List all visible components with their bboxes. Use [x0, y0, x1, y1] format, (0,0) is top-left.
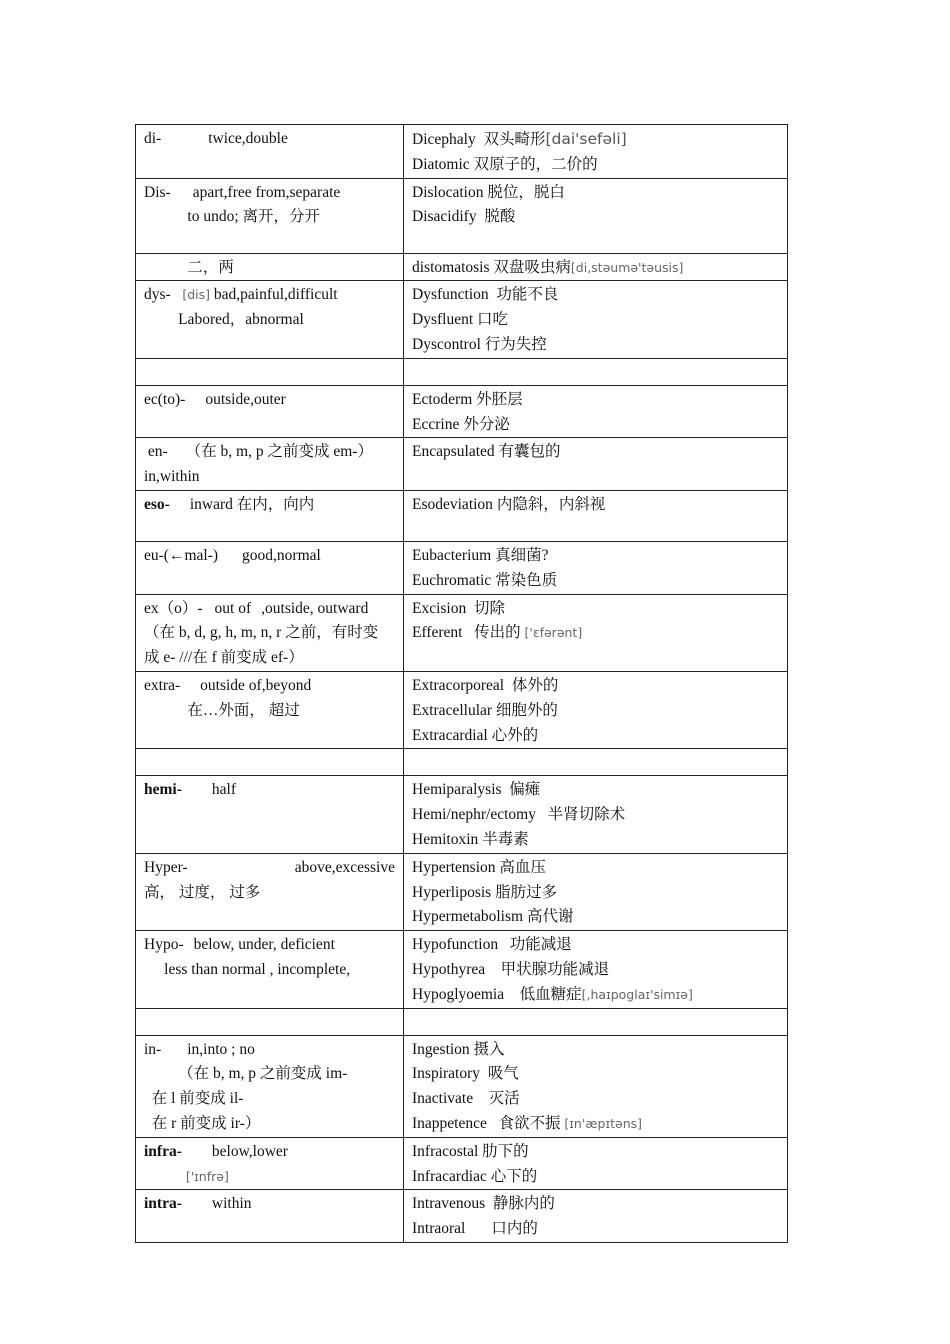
prefix: Hyper-	[144, 858, 188, 876]
example-zh: 食欲不振	[498, 1114, 561, 1132]
meaning: （在 b, m, p 之前变成 em-）	[185, 443, 373, 461]
pronunciation: [dai'sefəli]	[545, 130, 627, 148]
table-row	[136, 438, 788, 491]
meaning: inward 在内，向内	[189, 495, 315, 513]
example-zh: 切除	[474, 599, 506, 617]
example-zh: 脂肪过多	[495, 883, 558, 901]
examples-cell	[404, 358, 788, 385]
prefix: ec(to)-	[144, 390, 186, 408]
table-row	[136, 541, 788, 594]
prefix: hemi-	[144, 781, 182, 799]
prefix-cell	[136, 541, 404, 594]
note: 在 r 前变成 ir-）	[151, 1114, 261, 1132]
example-zh: 摄入	[473, 1040, 505, 1058]
meaning: outside of,beyond	[200, 676, 312, 694]
table-row	[136, 281, 788, 358]
table-row	[136, 1035, 788, 1137]
prefix: di-	[144, 130, 162, 147]
meaning: apart,free from,separate	[192, 183, 341, 201]
prefix-cell	[136, 1137, 404, 1190]
example-zh: 脱位，脱白	[487, 183, 565, 201]
meaning: bad,painful,difficult	[213, 286, 338, 304]
example-word: Hypofunction	[412, 936, 499, 954]
example-word: Dysfunction	[412, 286, 489, 304]
note: （在 b, d, g, h, m, n, r 之前，有时变	[144, 624, 379, 642]
prefix: in-	[144, 1040, 162, 1058]
prefix-cell	[136, 1190, 404, 1243]
meaning: out of	[214, 599, 252, 617]
examples-cell	[404, 253, 788, 281]
prefix-cell	[136, 178, 404, 253]
example-word: Eubacterium	[412, 546, 492, 564]
table-row	[136, 594, 788, 671]
note: （在 b, m, p 之前变成 im-	[178, 1065, 348, 1083]
example-word: Extracorporeal	[412, 676, 505, 694]
meaning: below,lower	[211, 1142, 288, 1160]
meaning: 高， 过度， 过多	[144, 883, 261, 901]
examples-cell	[404, 490, 788, 541]
meaning: less than normal , incomplete,	[164, 960, 351, 978]
example-zh: 肋下的	[482, 1142, 529, 1160]
meaning: ,outside, outward	[261, 599, 369, 617]
examples-cell	[404, 594, 788, 671]
table-row	[136, 776, 788, 853]
examples-cell	[404, 1035, 788, 1137]
prefix: intra-	[144, 1195, 182, 1213]
example-zh: 体外的	[511, 676, 559, 694]
example-zh: 吸气	[487, 1065, 519, 1083]
examples-cell	[404, 931, 788, 1008]
prefix-cell	[136, 749, 404, 776]
example-word: Hemiparalysis	[412, 781, 502, 799]
example-word: Diatomic	[412, 155, 470, 173]
table-row	[136, 178, 788, 253]
example-zh: 灭活	[488, 1090, 520, 1108]
example-zh: 功能不良	[496, 286, 559, 304]
example-zh: 静脉内的	[492, 1195, 555, 1213]
examples-cell	[404, 1137, 788, 1190]
prefix-cell	[136, 385, 404, 438]
example-word: Esodeviation	[412, 495, 493, 513]
example-word: Inappetence	[412, 1114, 487, 1132]
example-zh: 口吃	[477, 311, 509, 329]
prefix: eu-(←mal-)	[144, 546, 219, 564]
example-zh: 双头畸形	[483, 131, 546, 148]
example-word: Dislocation	[412, 183, 484, 201]
examples-cell	[404, 178, 788, 253]
example-zh: 内隐斜，内斜视	[496, 495, 606, 513]
prefix-cell	[136, 853, 404, 930]
example-zh: 双盘吸虫病	[493, 258, 571, 276]
example-zh: 外胚层	[476, 390, 523, 408]
prefix-cell	[136, 776, 404, 853]
example-zh: 常染色质	[495, 571, 558, 589]
pronunciation: [di,stəumə'təusis]	[570, 259, 684, 275]
prefix-cell	[136, 1035, 404, 1137]
examples-cell	[404, 438, 788, 491]
meaning: in,within	[144, 468, 200, 486]
prefix-cell	[136, 594, 404, 671]
example-zh: 半肾切除术	[547, 806, 626, 824]
prefix: extra-	[144, 676, 181, 694]
table-row	[136, 853, 788, 930]
meaning: within	[211, 1195, 252, 1213]
meaning: 在…外面， 超过	[187, 701, 300, 719]
prefix-cell	[136, 1008, 404, 1035]
example-word: Efferent	[412, 624, 463, 642]
prefix-cell	[136, 671, 404, 748]
example-word: Hemitoxin	[412, 830, 479, 848]
example-word: Inactivate	[412, 1090, 474, 1108]
example-word: Extracellular	[412, 701, 493, 719]
meaning: below, under, deficient	[193, 936, 335, 954]
prefix-table	[135, 124, 788, 1243]
meaning: to undo; 离开，分开	[187, 208, 321, 226]
note: 在 l 前变成 il-	[151, 1090, 244, 1108]
example-zh: 传出的	[474, 624, 521, 642]
prefix: infra-	[144, 1142, 182, 1160]
meaning: twice,double	[208, 130, 288, 147]
example-word: Disacidify	[412, 208, 477, 226]
examples-cell	[404, 749, 788, 776]
examples-cell	[404, 541, 788, 594]
example-word: Ingestion	[412, 1040, 470, 1058]
table-row-empty	[136, 358, 788, 385]
prefix-cell	[136, 281, 404, 358]
example-word: Hypertension	[412, 858, 496, 876]
meaning: Labored，abnormal	[178, 311, 304, 329]
example-zh: 甲状腺功能减退	[500, 960, 610, 978]
pronunciation: [,haɪpoglaɪ'simɪə]	[581, 986, 693, 1002]
example-word: Intravenous	[412, 1195, 486, 1213]
prefix: ex（o）-	[144, 599, 203, 617]
example-word: Dicephaly	[412, 131, 476, 148]
example-word: Extracardial	[412, 726, 488, 744]
example-word: Infracostal	[412, 1142, 479, 1160]
example-zh: 外分泌	[463, 415, 510, 433]
meaning: 二，两	[187, 258, 234, 276]
prefix: en-	[147, 443, 168, 461]
table-row	[136, 1137, 788, 1190]
example-zh: 有囊包的	[498, 443, 561, 461]
example-word: Hypoglyoemia	[412, 985, 505, 1003]
meaning: above,excessive	[294, 858, 395, 876]
prefix-cell	[136, 931, 404, 1008]
examples-cell	[404, 1190, 788, 1243]
example-word: Dysfluent	[412, 311, 474, 329]
examples-cell	[404, 776, 788, 853]
example-word: Encapsulated	[412, 443, 495, 461]
table-row	[136, 253, 788, 281]
example-word: Ectoderm	[412, 390, 473, 408]
prefix: dys-	[144, 286, 171, 304]
table-row	[136, 385, 788, 438]
prefix: Hypo-	[144, 936, 184, 954]
table-row-empty	[136, 749, 788, 776]
example-word: Hypothyrea	[412, 960, 486, 978]
table-row	[136, 671, 788, 748]
example-zh: 行为失控	[484, 335, 547, 353]
table-row	[136, 931, 788, 1008]
example-zh: 真细菌?	[495, 546, 549, 564]
meaning: half	[211, 781, 236, 799]
example-word: Hemi/nephr/ectomy	[412, 806, 536, 824]
pronunciation: ['ɪnfrə]	[185, 1168, 229, 1184]
examples-cell	[404, 1008, 788, 1035]
prefix-cell	[136, 358, 404, 385]
example-zh: 高血压	[499, 858, 546, 876]
table-row-empty	[136, 1008, 788, 1035]
meaning: in,into ; no	[187, 1040, 255, 1058]
prefix-cell	[136, 438, 404, 491]
prefix-cell	[136, 253, 404, 281]
example-zh: 功能减退	[509, 936, 572, 954]
example-zh: 高代谢	[526, 908, 574, 926]
meaning: outside,outer	[205, 390, 286, 408]
prefix-cell	[136, 125, 404, 179]
prefix-cell	[136, 490, 404, 541]
example-zh: 脱酸	[484, 208, 516, 226]
examples-cell	[404, 385, 788, 438]
pronunciation: ['ɛfərənt]	[524, 625, 583, 641]
table-row	[136, 1190, 788, 1243]
example-zh: 低血糖症	[519, 985, 582, 1003]
examples-cell	[404, 671, 788, 748]
prefix: Dis-	[144, 183, 171, 201]
table-row	[136, 125, 788, 179]
example-word: Hyperliposis	[412, 883, 492, 901]
example-word: distomatosis	[412, 258, 490, 276]
example-zh: 半毒素	[482, 830, 529, 848]
pronunciation: [dis]	[182, 287, 211, 303]
example-zh: 细胞外的	[495, 701, 558, 719]
example-word: Hypermetabolism	[412, 908, 524, 926]
examples-cell	[404, 281, 788, 358]
example-word: Dyscontrol	[412, 335, 481, 353]
examples-cell	[404, 125, 788, 179]
example-word: Infracardiac	[412, 1167, 487, 1185]
example-zh: 双原子的，二价的	[473, 155, 598, 173]
example-zh: 偏瘫	[509, 781, 541, 799]
pronunciation: [ɪn'æpɪtəns]	[564, 1115, 643, 1131]
example-word: Intraoral	[412, 1220, 466, 1238]
table-row	[136, 490, 788, 541]
meaning: good,normal	[242, 546, 321, 564]
note: 成 e- ///在 f 前变成 ef-）	[144, 649, 304, 667]
examples-cell	[404, 853, 788, 930]
example-zh: 口内的	[491, 1220, 538, 1238]
example-word: Inspiratory	[412, 1065, 481, 1083]
example-word: Euchromatic	[412, 571, 492, 589]
example-zh: 心外的	[491, 726, 539, 744]
example-zh: 心下的	[490, 1167, 538, 1185]
prefix: eso-	[144, 495, 170, 513]
example-word: Eccrine	[412, 415, 460, 433]
example-word: Excision	[412, 599, 467, 617]
